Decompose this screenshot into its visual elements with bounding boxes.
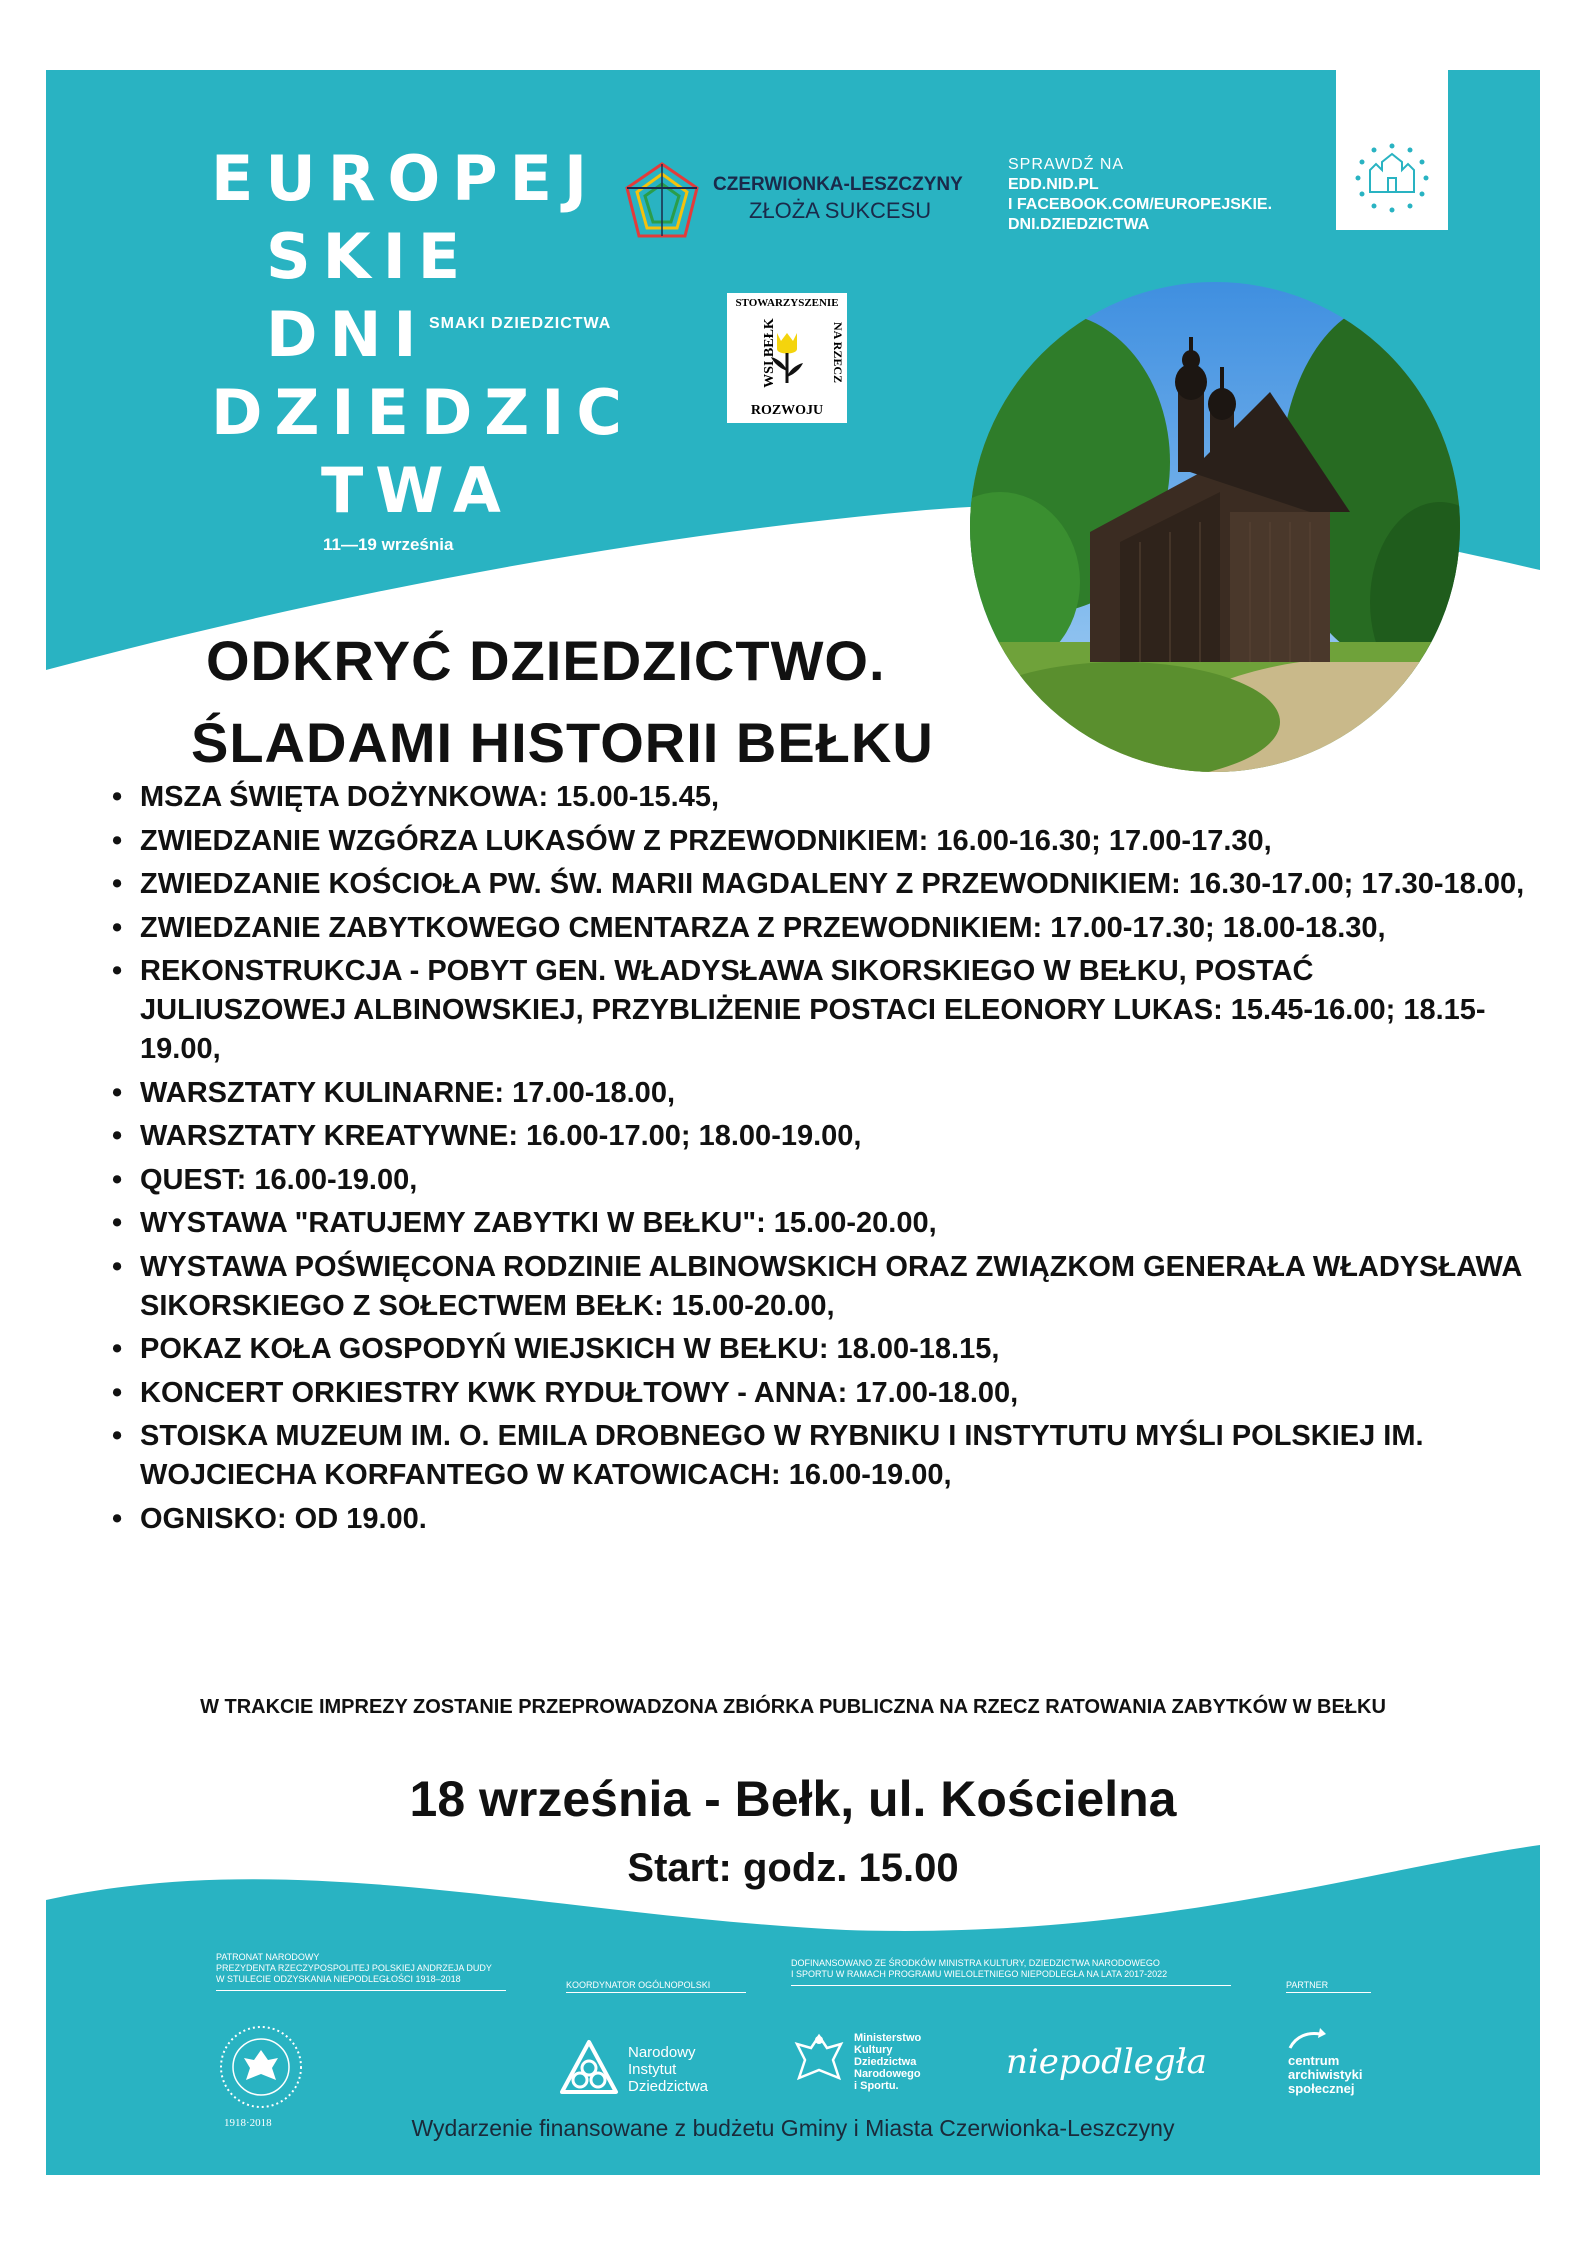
city-name: CZERWIONKA-LESZCZYNY (713, 174, 963, 195)
ministry-eagle-icon (791, 2030, 847, 2094)
eu-emblem (1336, 70, 1448, 230)
association-logo (727, 293, 847, 423)
program-list (106, 778, 1526, 1543)
event-start-time: Start: godz. 15.00 (627, 1846, 959, 1890)
centrum-name: centrum archiwistyki społecznej (1288, 2053, 1363, 2096)
title-line-2: ŚLADAMI HISTORII BEŁKU (191, 711, 934, 774)
site-link[interactable]: EDD.NID.PL (1008, 176, 1099, 193)
partner-label: PARTNER (1286, 1980, 1329, 1990)
edd-dates: 11—19 września (323, 535, 454, 554)
church-photo (970, 282, 1460, 772)
program-item: • OGNISKO: OD 19.00. (106, 1500, 1526, 1539)
edd-logo-line: DNI (266, 298, 429, 371)
title-line-1: ODKRYĆ DZIEDZICTWO. (206, 629, 886, 692)
program-item: • WARSZTATY KULINARNE: 17.00-18.00, (106, 1074, 1526, 1113)
fundraising-notice: W TRAKCIE IMPREZY ZOSTANIE PRZEPROWADZONA ZBIÓRKA PUBLICZNA NA RZECZ RATOWANIA ZABYTKÓW W BEŁKU (200, 1696, 1386, 1718)
program-item: • ZWIEDZANIE ZABYTKOWEGO CMENTARZA Z PRZEWODNIKIEM: 17.00-17.30; 18.00-18.30, (106, 909, 1526, 948)
program-item: • POKAZ KOŁA GOSPODYŃ WIEJSKICH W BEŁKU: 18.00-18.15, (106, 1330, 1526, 1369)
association-bottom: ROZWOJU (750, 403, 824, 418)
edd-logo-line: SKIE (266, 220, 473, 293)
program-item: • WARSZTATY KREATYWNE: 16.00-17.00; 18.00-19.00, (106, 1117, 1526, 1156)
partner-rule (1286, 1992, 1371, 1993)
program-item: • WYSTAWA POŚWIĘCONA RODZINIE ALBINOWSKICH ORAZ ZWIĄZKOM GENERAŁA WŁADYSŁAWA SIKORSKIEGO Z SOŁECTWEM BEŁK: 15.00-20.00, (106, 1248, 1526, 1326)
check-links (1008, 155, 1272, 235)
ministry-name: Ministerstwo Kultury Dziedzictwa Narodowego i Sportu. (854, 2032, 922, 2092)
tulip-icon (767, 327, 807, 387)
coordinator-rule (566, 1992, 746, 1993)
edd-logo-line: EUROPEJ (211, 142, 600, 215)
check-label: SPRAWDŹ NA (1008, 156, 1125, 173)
castle-stars-icon (1336, 70, 1448, 230)
facebook-link-line2[interactable]: DNI.DZIEDZICTWA (1008, 216, 1150, 233)
centrum-arrow-icon (1286, 2028, 1326, 2052)
poster (46, 70, 1540, 2175)
nid-name: Narodowy Instytut Dziedzictwa (628, 2044, 709, 2095)
association-top: STOWARZYSZENIE (735, 297, 839, 309)
program-item: • ZWIEDZANIE KOŚCIOŁA PW. ŚW. MARII MAGDALENY Z PRZEWODNIKIEM: 16.30-17.00; 17.30-18.00, (106, 865, 1526, 904)
program-item: • WYSTAWA "RATUJEMY ZABYTKI W BEŁKU": 15.00-20.00, (106, 1204, 1526, 1243)
niepodlegla-logo: niepodległa (1006, 2042, 1207, 2082)
program-item: • REKONSTRUKCJA - POBYT GEN. WŁADYSŁAWA SIKORSKIEGO W BEŁKU, POSTAĆ JULIUSZOWEJ ALBINOWSKIEJ, PRZYBLIŻENIE POSTACI ELEONORY LUKAS: 15.45-16.00; 18.15-19.00, (106, 952, 1526, 1069)
edd-logo-subtitle: SMAKI DZIEDZICTWA (429, 315, 612, 332)
city-slogan: ZŁOŻA SUKCESU (749, 198, 932, 223)
facebook-link-line1[interactable]: I FACEBOOK.COM/EUROPEJSKIE. (1008, 196, 1273, 213)
cofunding-label: DOFINANSOWANO ZE ŚRODKÓW MINISTRA KULTURY, DZIEDZICTWA NARODOWEGO I SPORTU W RAMACH PROGRAMU WIELOLETNIEGO NIEPODLEGŁA NA LATA 2017-2022 (791, 1958, 1168, 1979)
association-left: WSI BEŁK (761, 318, 777, 388)
cofunding-rule (791, 1985, 1231, 1986)
seal-years: 1918·2018 (224, 2117, 272, 2129)
patronage-label: PATRONAT NARODOWY PREZYDENTA RZECZYPOSPOLITEJ POLSKIEJ ANDRZEJA DUDY W STULECIE ODZYSKANIA NIEPODLEGŁOŚCI 1918–2018 (216, 1952, 492, 1984)
program-item: • STOISKA MUZEUM IM. O. EMILA DROBNEGO W RYBNIKU I INSTYTUTU MYŚLI POLSKIEJ IM. WOJCIECHA KORFANTEGO W KATOWICACH: 16.00-19.00, (106, 1417, 1526, 1495)
coordinator-label: KOORDYNATOR OGÓLNOPOLSKI (566, 1980, 711, 1990)
event-date-place: 18 września - Bełk, ul. Kościelna (409, 1771, 1177, 1827)
patronage-rule (216, 1990, 506, 1991)
program-item: • ZWIEDZANIE WZGÓRZA LUKASÓW Z PRZEWODNIKIEM: 16.00-16.30; 17.00-17.30, (106, 822, 1526, 861)
eagle-seal-icon (216, 2022, 306, 2112)
diamond-icon (621, 160, 703, 242)
program-item: • QUEST: 16.00-19.00, (106, 1161, 1526, 1200)
edd-logo-line: DZIEDZIC (211, 376, 634, 449)
edd-logo-line: TWA (321, 454, 513, 527)
nid-logo-icon (558, 2038, 620, 2100)
program-item: • MSZA ŚWIĘTA DOŻYNKOWA: 15.00-15.45, (106, 778, 1526, 817)
program-item: • KONCERT ORKIESTRY KWK RYDUŁTOWY - ANNA: 17.00-18.00, (106, 1374, 1526, 1413)
funding-note: Wydarzenie finansowane z budżetu Gminy i Miasta Czerwionka-Leszczyny (411, 2115, 1175, 2141)
association-right: NA RZECZ (831, 321, 846, 384)
